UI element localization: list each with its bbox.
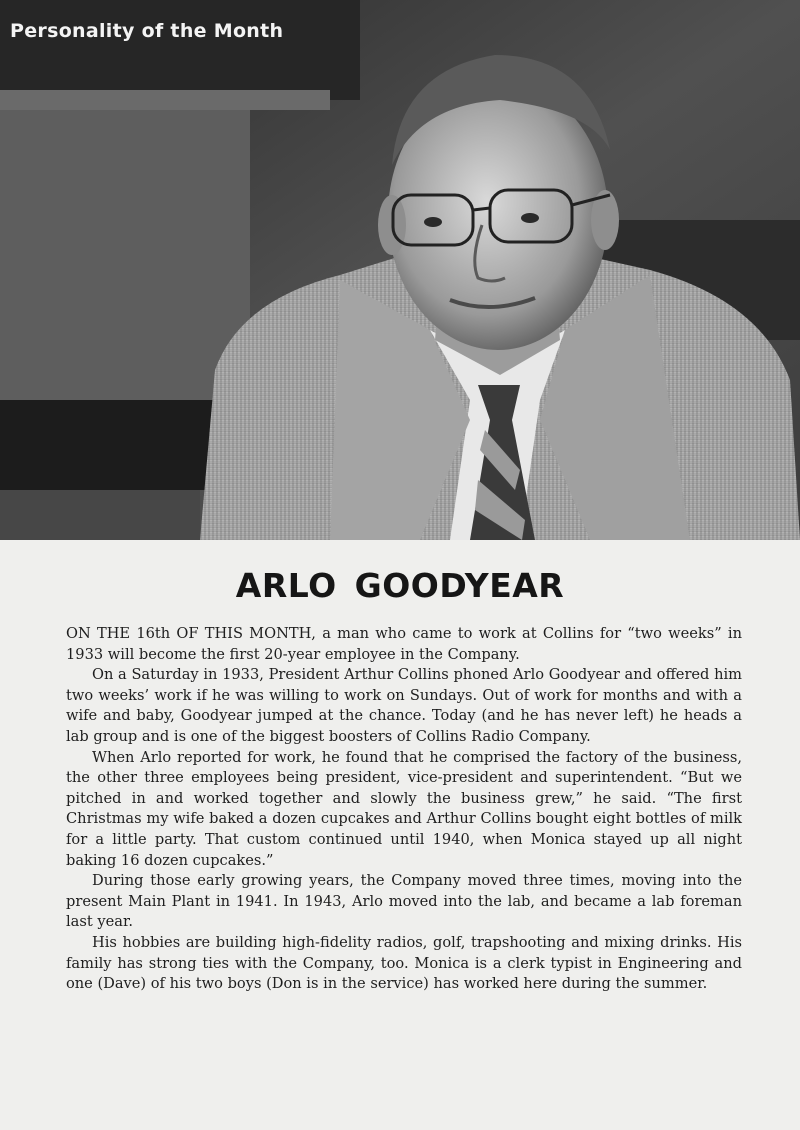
section-label: Personality of the Month [10,20,284,42]
paragraph-2: On a Saturday in 1933, President Arthur Collins phoned Arlo Goodyear and offered him two weeks’ work if he was willing to work on Sundays. Out of work for months and with a wife and baby, Goodyear jumped at the chance. Today (and he has never left) he heads a lab group and is one of the biggest boosters of Collins Radio Company. [66,666,742,745]
article-title: ARLO GOODYEAR [235,566,565,605]
lead-in: ON THE 16th OF THIS MONTH, [66,625,316,642]
paragraph-5: His hobbies are building high-fidelity radios, golf, trapshooting and mixing drinks. His family has strong ties with the Company, too. Monica is a clerk typist in Engineering and one (Dave) of his two boys (Don is in the service) has worked here during the summer. [66,933,742,993]
portrait-photo [0,0,800,540]
article-body [66,624,742,995]
paragraph-4: During those early growing years, the Company moved three times, moving into the present Main Plant in 1941. In 1943, Arlo moved into the lab, and became a lab foreman last year. [66,872,742,931]
paragraph-1 [66,624,742,665]
paragraph-3: When Arlo reported for work, he found that he comprised the factory of the business, the other three employees being president, vice-president and superintendent. “But we pitched in and worked together and slowly the business grew,” he said. “The first Christmas my wife baked a dozen cupcakes and Arthur Collins bought eight bottles of milk for a little party. That custom continued until 1940, when Monica stayed up all night baking 16 dozen cupcakes.” [66,748,742,869]
paragraph-1-text: a man who came to work at Collins for “two weeks” in 1933 will become the first 20-year employee in the Company. [66,625,742,663]
portrait-photo-icon [0,0,800,540]
